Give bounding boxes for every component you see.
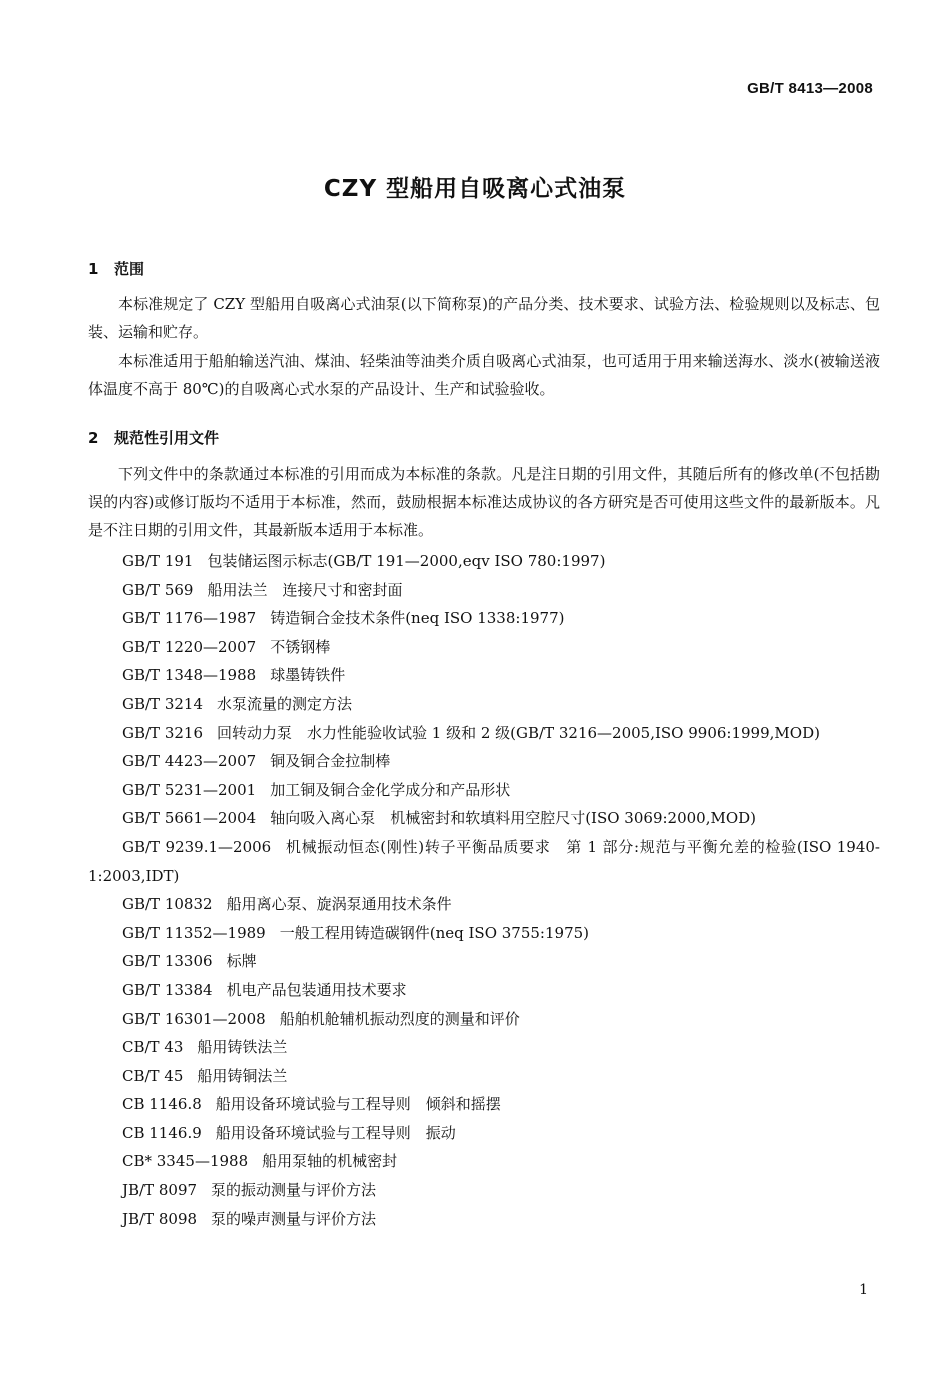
reference-title: 泵的噪声测量与评价方法 [211, 1209, 377, 1228]
reference-item [88, 776, 880, 805]
reference-item [88, 1033, 880, 1062]
reference-item [88, 976, 880, 1005]
reference-code: GB/T 3214 [122, 694, 204, 713]
scope-paragraph-2: 本标准适用于船舶输送汽油、煤油、轻柴油等油类介质自吸离心式油泵，也可适用于用来输送海水、淡水(被输送液体温度不高于 80℃)的自吸离心式水泵的产品设计、生产和试验验收。 [88, 352, 880, 398]
reference-code: JB/T 8097 [122, 1181, 198, 1200]
reference-title: 船用设备环境试验与工程导则 振动 [215, 1123, 456, 1142]
reference-item [88, 576, 880, 605]
reference-title: 水泵流量的测定方法 [217, 694, 353, 713]
reference-code: GB/T 5661—2004 [122, 809, 257, 828]
reference-item [88, 1090, 880, 1119]
section-2-heading [88, 427, 219, 448]
reference-title: 轴向吸入离心泵 机械密封和软填料用空腔尺寸(ISO 3069:2000,MOD) [270, 809, 757, 828]
reference-title: 标牌 [226, 952, 257, 971]
reference-title: 铸造铜合金技术条件(neq ISO 1338:1977) [270, 609, 565, 628]
reference-code: GB/T 1348—1988 [122, 666, 257, 685]
reference-item [88, 661, 880, 690]
reference-item [88, 719, 880, 748]
section-2-title: 规范性引用文件 [114, 429, 220, 447]
reference-title: 不锈钢棒 [270, 637, 331, 656]
scope-paragraph-1: 本标准规定了 CZY 型船用自吸离心式油泵(以下简称泵)的产品分类、技术要求、试验方法、检验规则以及标志、包装、运输和贮存。 [88, 295, 880, 341]
reference-title: 加工铜及铜合金化学成分和产品形状 [270, 780, 511, 799]
reference-title: 包装储运图示标志(GB/T 191—2000,eqv ISO 780:1997) [207, 552, 606, 570]
reference-title: 船用铸铁法兰 [197, 1038, 288, 1057]
reference-item [88, 633, 880, 662]
reference-code: GB/T 3216 [122, 723, 204, 742]
reference-code: CB/T 43 [122, 1038, 184, 1057]
reference-list [88, 547, 880, 1233]
document-title: CZY 型船用自吸离心式油泵 [323, 176, 627, 202]
reference-code: GB/T 13306 [122, 952, 213, 971]
section-1-title: 范围 [114, 260, 145, 278]
section-1-number: 1 [88, 260, 99, 278]
reference-title: 船用泵轴的机械密封 [262, 1152, 398, 1171]
reference-title: 船舶机舱辅机振动烈度的测量和评价 [279, 1009, 520, 1028]
reference-item [88, 947, 880, 976]
reference-code: GB/T 569 [122, 580, 194, 599]
reference-code: CB* 3345—1988 [122, 1152, 249, 1171]
reference-item [88, 1205, 880, 1234]
reference-code: JB/T 8098 [122, 1209, 198, 1228]
reference-item [88, 1119, 880, 1148]
reference-item [88, 890, 880, 919]
reference-title: 机械振动恒态(刚性)转子平衡品质要求 第 1 部分:规范与平衡允差的检验(ISO 1940-1:2003,IDT) [88, 837, 880, 885]
reference-item [88, 804, 880, 833]
reference-title: 船用离心泵、旋涡泵通用技术条件 [226, 895, 452, 914]
reference-title: 回转动力泵 水力性能验收试验 1 级和 2 级(GB/T 3216—2005,ISO 9906:1999,MOD) [217, 723, 820, 742]
section-1-heading [88, 258, 144, 279]
references-intro: 下列文件中的条款通过本标准的引用而成为本标准的条款。凡是注日期的引用文件，其随后所有的修改单(不包括勘误的内容)或修订版均不适用于本标准，然而，鼓励根据本标准达成协议的各方研究是否可使用这些文件的最新版本。凡是不注日期的引用文件，其最新版本适用于本标准。 [88, 465, 880, 539]
reference-item [88, 604, 880, 633]
reference-code: GB/T 1220—2007 [122, 637, 257, 656]
page-number: 1 [859, 1282, 868, 1298]
reference-title: 一般工程用铸造碳钢件(neq ISO 3755:1975) [279, 923, 590, 942]
reference-code: GB/T 9239.1—2006 [122, 837, 272, 856]
reference-item [88, 833, 880, 890]
reference-item [88, 747, 880, 776]
reference-code: GB/T 10832 [122, 895, 213, 914]
reference-code: CB/T 45 [122, 1066, 184, 1085]
reference-title: 机电产品包装通用技术要求 [226, 980, 407, 999]
reference-item [88, 1005, 880, 1034]
section-2-number: 2 [88, 429, 99, 447]
reference-title: 船用铸铜法兰 [197, 1066, 288, 1085]
reference-item [88, 690, 880, 719]
reference-code: GB/T 4423—2007 [122, 752, 257, 771]
reference-title: 泵的振动测量与评价方法 [211, 1181, 377, 1200]
reference-code: GB/T 13384 [122, 980, 213, 999]
reference-item [88, 1147, 880, 1176]
reference-code: CB 1146.9 [122, 1123, 202, 1142]
reference-code: GB/T 16301—2008 [122, 1009, 266, 1028]
reference-code: GB/T 11352—1989 [122, 923, 266, 942]
reference-title: 铜及铜合金拉制棒 [270, 752, 391, 771]
reference-code: CB 1146.8 [122, 1095, 202, 1114]
standard-code-header: GB/T 8413—2008 [747, 80, 873, 97]
reference-title: 船用法兰 连接尺寸和密封面 [207, 580, 403, 599]
reference-title: 球墨铸铁件 [270, 666, 346, 685]
reference-item [88, 547, 880, 576]
reference-code: GB/T 1176—1987 [122, 609, 257, 628]
reference-item [88, 919, 880, 948]
reference-code: GB/T 5231—2001 [122, 780, 257, 799]
reference-code: GB/T 191 [122, 552, 194, 570]
reference-item [88, 1062, 880, 1091]
reference-item [88, 1176, 880, 1205]
reference-title: 船用设备环境试验与工程导则 倾斜和摇摆 [215, 1095, 501, 1114]
